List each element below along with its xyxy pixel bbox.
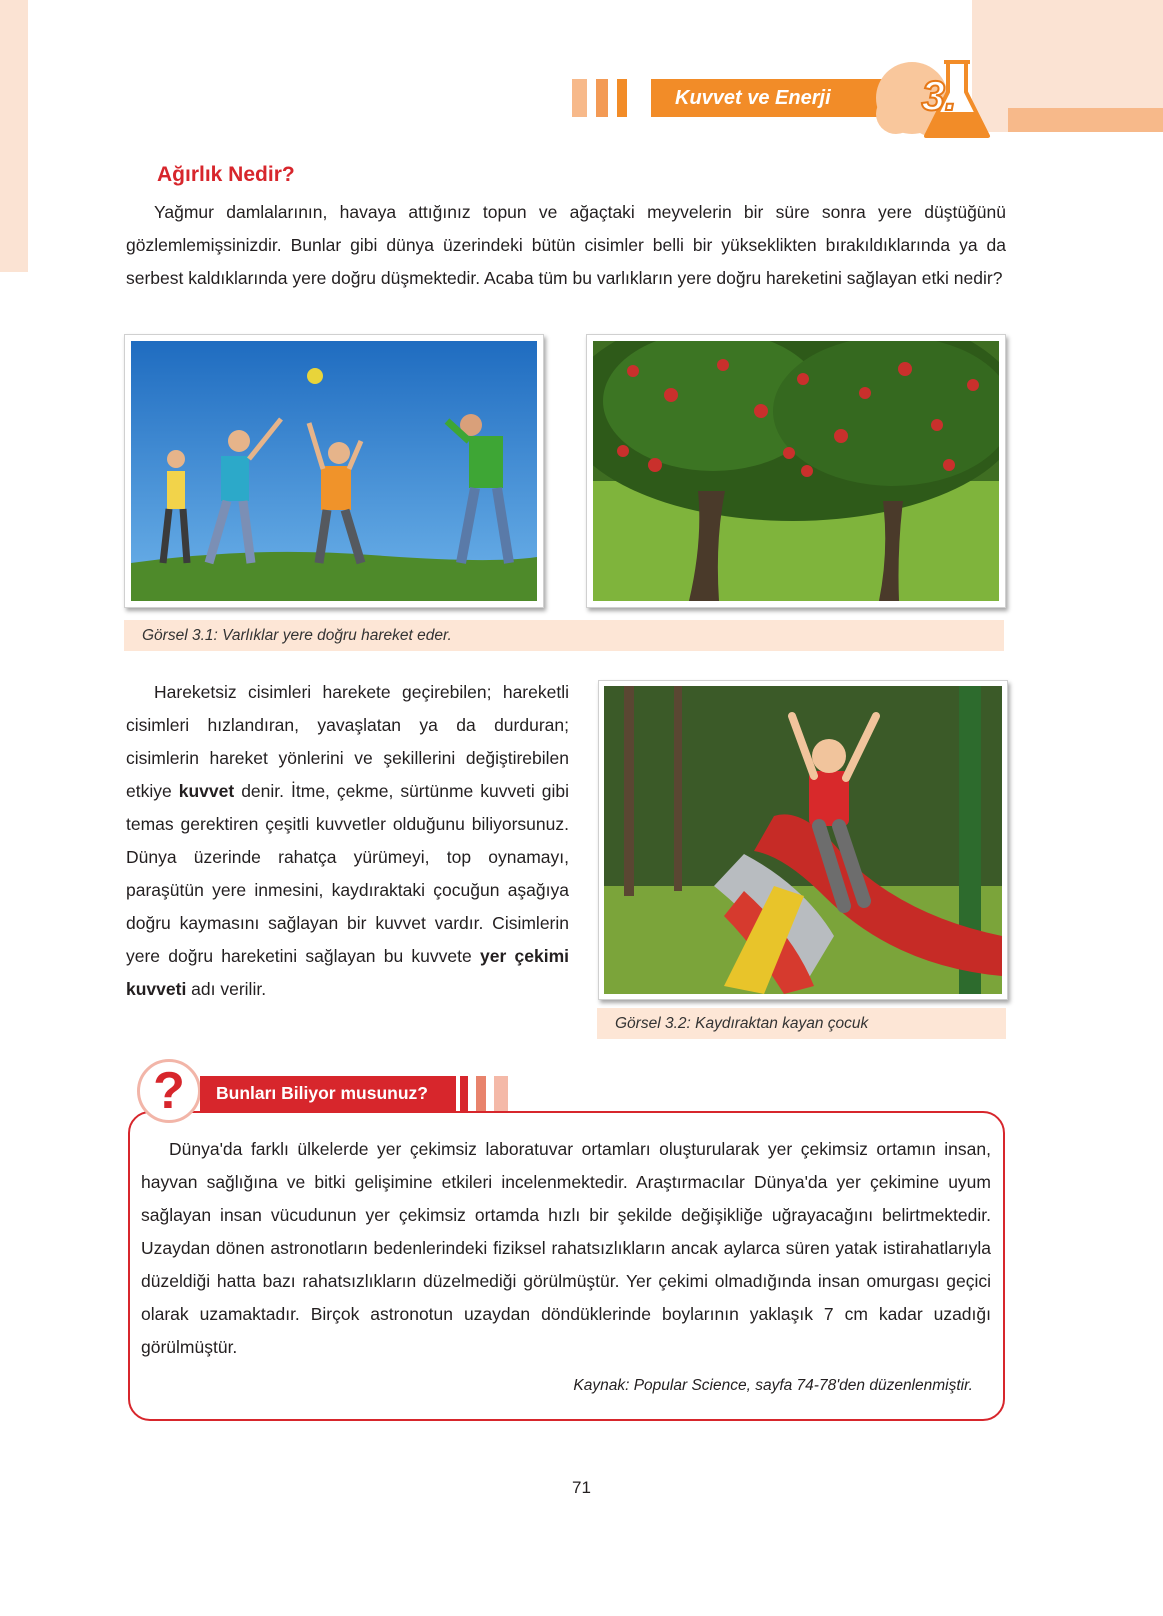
photo-apple-tree <box>593 341 999 601</box>
header-stripe-1 <box>572 79 587 117</box>
figure-3-1-caption: Görsel 3.1: Varlıklar yere doğru hareket eder. <box>124 620 1004 651</box>
did-you-know-title: Bunları Biliyor musunuz? <box>200 1076 456 1111</box>
photo-children-playing <box>131 341 537 601</box>
unit-number: 3. <box>921 72 957 119</box>
did-you-know-text: Dünya'da farklı ülkelerde yer çekimsiz laboratuvar ortamları oluşturularak yer çekimsiz ortamın insan, hayvan sağlığına ve bitki gelişimine etkileri incelenmektedir. Araştırmacılar Dünya'da yer çekimine uyum sağlayan insan vücudunun yer çekimsiz ortamda hızlı bir şekilde değişikliğe uğrayacağını belirtmektedir. Uzaydan dönen astronotların bedenlerindeki fiziksel rahatsızlıkların ancak aylarca süren yatak istirahatlarıyla düzeldiği hatta bazı rahatsızlıkların düzelmediği görülmüştür. Yer çekimi olmadığında insan omurgası geçici olarak uzamaktadır. Birçok astronotun uzaydan döndüklerinde boylarının yaklaşık 7 cm kadar uzadığı görülmüştür. <box>141 1139 991 1357</box>
header-stripe-2 <box>596 79 608 117</box>
source-citation: Kaynak: Popular Science, sayfa 74-78'den düzenlenmiştir. <box>573 1377 973 1394</box>
term-kuvvet: kuvvet <box>178 781 235 801</box>
header-right-band <box>1008 108 1163 132</box>
paragraph-text-part-3: adı verilir. <box>186 979 267 999</box>
tab-stripe-2 <box>476 1076 486 1111</box>
photo-slide-frame <box>598 680 1008 1000</box>
question-mark-icon: ? <box>137 1059 201 1123</box>
figure-3-2-caption: Görsel 3.2: Kaydıraktan kayan çocuk <box>597 1008 1006 1039</box>
intro-paragraph: Yağmur damlalarının, havaya attığınız topun ve ağaçtaki meyvelerin bir süre sonra yere düştüğünü gözlemlemişsinizdir. Bunlar gibi dünya üzerindeki bütün cisimler belli bir yükseklikten bırakıldıklarında ya da serbest kaldıklarında yere doğru düşmektedir. Acaba tüm bu varlıkların yere doğru hareketini sağlayan etki nedir? <box>126 202 1006 288</box>
term-yer-cekimi-kuvveti: yer çekimi kuvveti <box>126 946 569 999</box>
tab-stripe-1 <box>460 1076 468 1111</box>
paragraph-text-part-2: denir. İtme, çekme, sürtünme kuvveti gibi temas gerektiren çeşitli kuvvetler olduğunu biliyorsunuz. Dünya üzerinde rahatça yürümeyi, top oynamayı, paraşütün yere inmesini, kaydıraktaki çocuğun aşağıya doğru kaymasını sağlayan bir kuvvet vardır. Cisimlerin yere doğru hareketini sağlayan bu kuvvete <box>126 781 569 966</box>
section-title: Ağırlık Nedir? <box>157 163 295 186</box>
photo-child-on-slide <box>604 686 1002 994</box>
paragraph-text-part-1: Hareketsiz cisimleri harekete geçirebilen; hareketli cisimleri hızlandıran, yavaşlatan ya da durduran; cisimlerin hareket yönlerini ve şekillerini değiştirebilen etkiye <box>126 682 569 801</box>
page-number: 71 <box>572 1478 591 1497</box>
tab-stripe-3 <box>494 1076 508 1111</box>
force-definition-paragraph <box>126 676 569 1006</box>
left-margin-strip <box>0 0 28 272</box>
chapter-title: Kuvvet ve Enerji <box>651 79 891 117</box>
photo-children-playing-frame <box>124 334 544 608</box>
photo-apple-tree-frame <box>586 334 1006 608</box>
header-stripe-3 <box>617 79 627 117</box>
